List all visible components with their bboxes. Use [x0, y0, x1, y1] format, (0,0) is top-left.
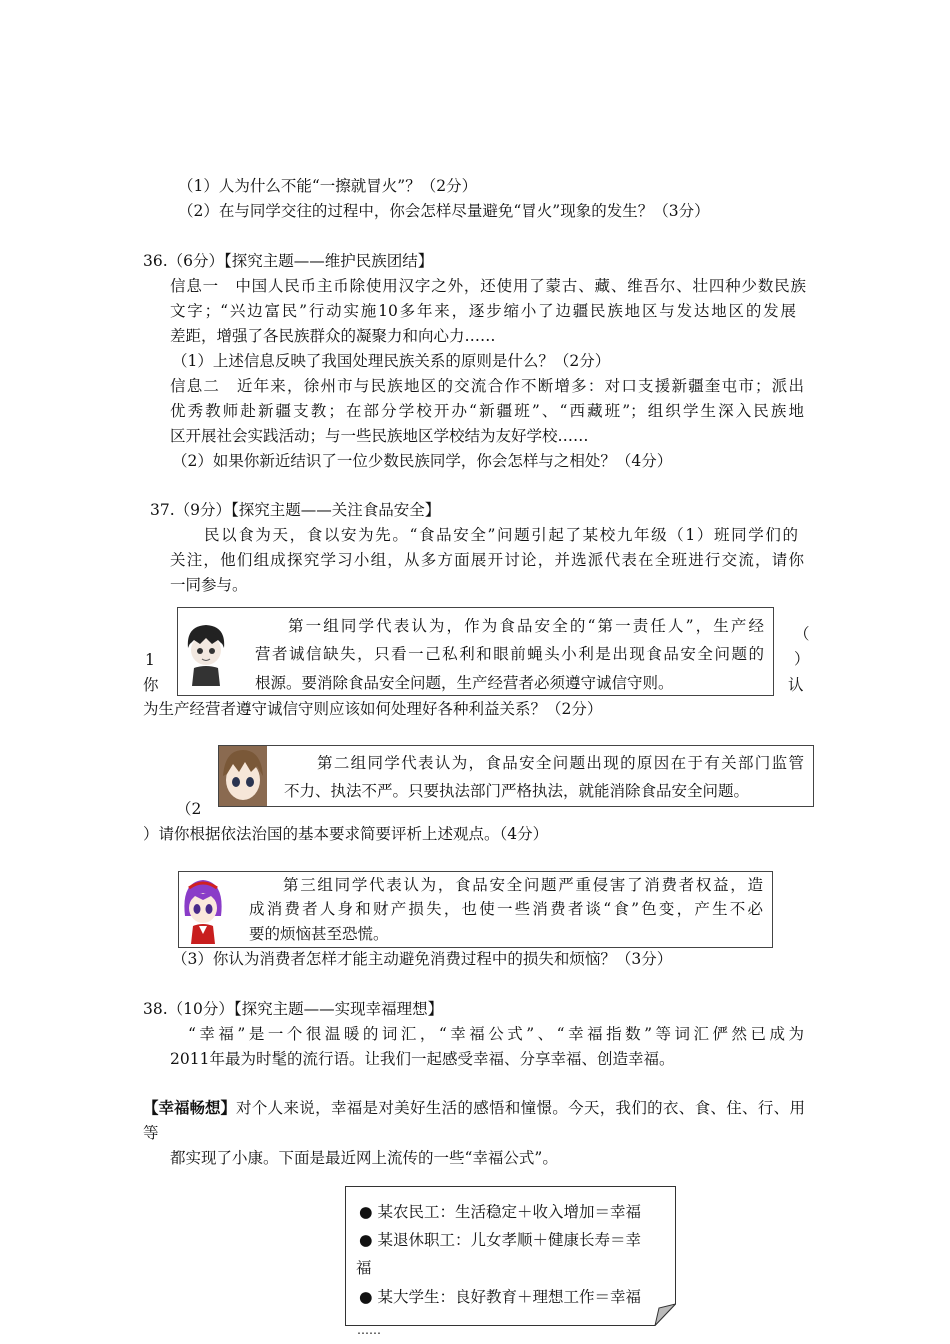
- formula-item: ● 某退休职工：儿女孝顺＋健康长寿＝幸: [359, 1231, 641, 1249]
- group3-line: 成消费者人身和财产损失，也使一些消费者谈“食”色变，产生不必: [249, 900, 763, 918]
- formula-item: ● 某农民工：生活稳定＋收入增加＝幸福: [359, 1203, 641, 1221]
- formula-text: 某退休职工：儿女孝顺＋健康长寿＝幸: [377, 1231, 641, 1249]
- formula-text: 某农民工：生活稳定＋收入增加＝幸福: [377, 1203, 641, 1221]
- group3-line: 要的烦恼甚至恐慌。: [249, 925, 389, 943]
- sub1-fragment: 认: [788, 676, 804, 694]
- q35-sub2: （2）在与同学交往的过程中，你会怎样尽量避免“冒火”现象的发生？（3分）: [178, 202, 710, 220]
- ellipsis: ……: [357, 1323, 381, 1337]
- q36-info1-line: 文字；“兴边富民”行动实施10多年来，逐步缩小了边疆民族地区与发达地区的发展: [170, 302, 796, 320]
- q37-intro-line: 关注，他们组成探究学习小组，从多方面展开讨论，并选派代表在全班进行交流，请你: [170, 551, 804, 569]
- formula-item-wrap: 福: [356, 1259, 372, 1277]
- group2-line: 不力、执法不严。只要执法部门严格执法，就能消除食品安全问题。: [284, 782, 750, 800]
- group1-line: 第一组同学代表认为，作为食品安全的“第一责任人”，生产经: [288, 617, 764, 635]
- section-text: 对个人来说，幸福是对美好生活的感悟和憧憬。今天，我们的衣、食、住、行、用: [236, 1099, 805, 1117]
- section-line: [143, 1098, 805, 1118]
- happiness-formula-note: [345, 1186, 676, 1326]
- q36-info2-line: 区开展社会实践活动；与一些民族地区学校结为友好学校……: [170, 427, 589, 445]
- q36-title: 36.（6分）【探究主题——维护民族团结】: [143, 252, 434, 270]
- q37-intro-line: 民以食为天，食以安为先。“食品安全”问题引起了某校九年级（1）班同学们的: [204, 526, 798, 544]
- formula-item: ● 某大学生：良好教育＋理想工作＝幸福: [359, 1288, 641, 1306]
- q36-sub2: （2）如果你新近结识了一位少数民族同学，你会怎样与之相处？（4分）: [172, 452, 673, 470]
- sub1-fragment: 你: [143, 676, 159, 694]
- q36-info1-line: 差距，增强了各民族群众的凝聚力和向心力……: [170, 327, 496, 345]
- section-text: 等: [143, 1124, 159, 1142]
- q36-sub1: （1）上述信息反映了我国处理民族关系的原则是什么？（2分）: [172, 352, 611, 370]
- section-label: 【幸福畅想】: [143, 1099, 237, 1117]
- group3-line: 第三组同学代表认为，食品安全问题严重侵害了消费者权益，造: [283, 876, 763, 894]
- section-text: 都实现了小康。下面是最近网上流传的一些“幸福公式”。: [170, 1149, 558, 1167]
- purple-hair-girl-avatar-icon: [181, 876, 225, 944]
- q38-intro-line: “幸福”是一个很温暖的词汇，“幸福公式”、“幸福指数”等词汇俨然已成为: [188, 1025, 804, 1043]
- girl-avatar-icon: [219, 746, 267, 806]
- sub2-fragment: （2: [176, 800, 202, 818]
- formula-text: 某大学生：良好教育＋理想工作＝幸福: [377, 1288, 641, 1306]
- q36-info1-line: 信息一 中国人民币主币除使用汉字之外，还使用了蒙古、藏、维吾尔、壮四种少数民族: [170, 277, 806, 295]
- q37-sub1: 为生产经营者遵守诚信守则应该如何处理好各种利益关系？（2分）: [143, 700, 603, 718]
- group3-opinion-box: [178, 871, 773, 948]
- q35-sub1: （1）人为什么不能“一擦就冒火”？（2分）: [178, 177, 478, 195]
- sub1-fragment: ）: [794, 650, 810, 668]
- q36-info2-line: 信息二 近年来，徐州市与民族地区的交流合作不断增多：对口支援新疆奎屯市；派出: [170, 377, 804, 395]
- q37-sub2: ）请你根据依法治国的基本要求简要评析上述观点。（4分）: [143, 825, 549, 843]
- q37-title: 37.（9分）【探究主题——关注食品安全】: [150, 501, 441, 519]
- group2-line: 第二组同学代表认为，食品安全问题出现的原因在于有关部门监管: [317, 754, 804, 772]
- group2-opinion-box: [218, 745, 814, 807]
- q38-title: 38.（10分）【探究主题——实现幸福理想】: [143, 1000, 444, 1018]
- sub1-fragment: （: [794, 625, 810, 643]
- q36-info2-line: 优秀教师赴新疆支教；在部分学校开办“新疆班”、“西藏班”；组织学生深入民族地: [170, 402, 804, 420]
- q37-intro-line: 一同参与。: [170, 576, 248, 594]
- group1-line: 营者诚信缺失，只看一己私利和眼前蝇头小利是出现食品安全问题的: [255, 645, 764, 663]
- q37-sub3: （3）你认为消费者怎样才能主动避免消费过程中的损失和烦恼？（3分）: [172, 950, 673, 968]
- boy-avatar-icon: [184, 622, 228, 686]
- sub1-fragment: 1: [145, 651, 155, 669]
- group1-line: 根源。要消除食品安全问题，生产经营者必须遵守诚信守则。: [255, 674, 674, 692]
- q38-intro-line: 2011年最为时髦的流行语。让我们一起感受幸福、分享幸福、创造幸福。: [170, 1050, 675, 1068]
- group1-opinion-box: [177, 607, 774, 696]
